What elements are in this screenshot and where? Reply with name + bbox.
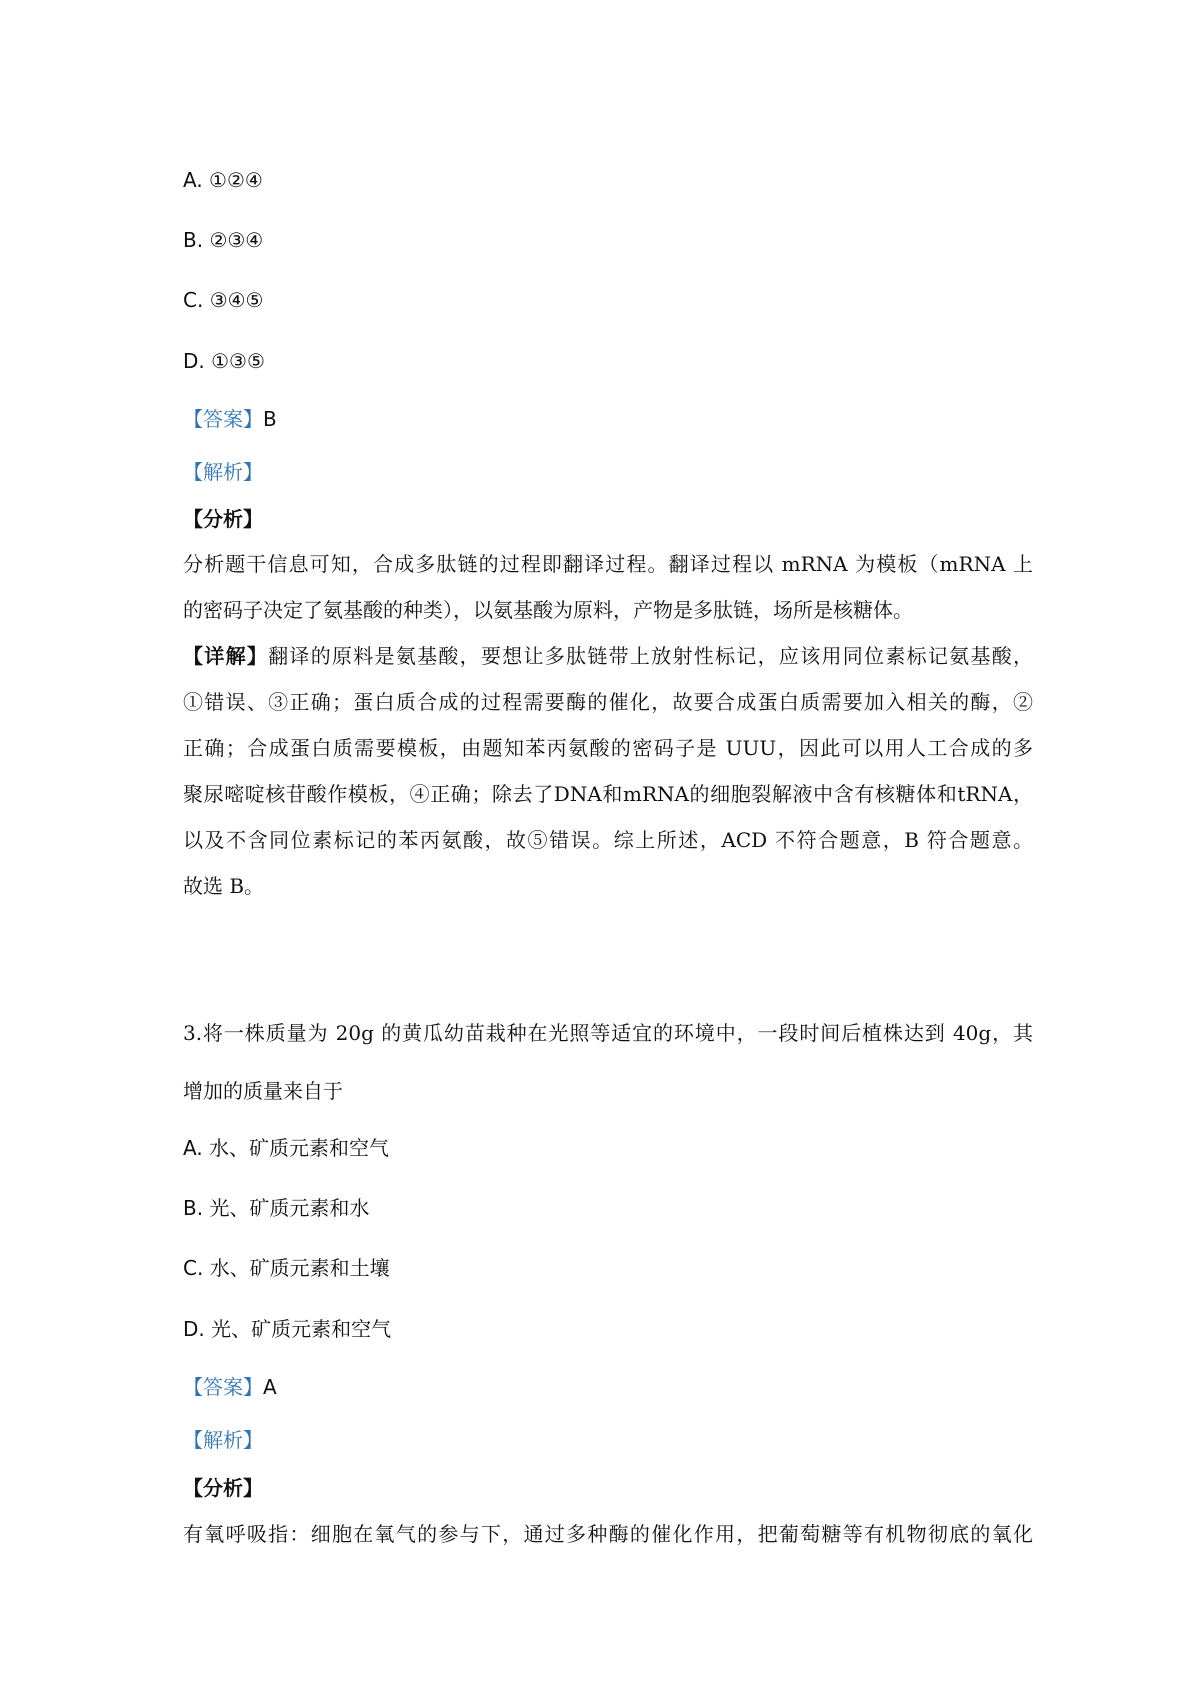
answer-value: B: [263, 407, 277, 431]
q3-answer: [183, 1373, 277, 1401]
q2-fenxi-line-2: 的密码子决定了氨基酸的种类），以氨基酸为原料，产物是多肽链，场所是核糖体。: [183, 598, 913, 622]
q2-option-d: [183, 347, 265, 375]
q3-option-b: [183, 1194, 369, 1222]
option-label: A.: [183, 168, 210, 192]
q2-option-c: [183, 286, 263, 314]
option-text: ①③⑤: [211, 349, 265, 373]
xiangjie-tag: 【详解】: [183, 644, 269, 668]
option-text: 光、矿质元素和水: [209, 1196, 370, 1220]
q2-xiangjie-line-5: 以及不含同位素标记的苯丙氨酸，故⑤错误。综上所述，ACD 不符合题意，B 符合题意。: [183, 828, 1033, 852]
answer-tag: 【答案】: [183, 1375, 263, 1399]
q3-fenxi-line-1: 有氧呼吸指：细胞在氧气的参与下，通过多种酶的催化作用，把葡萄糖等有机物彻底的氧化: [183, 1522, 1033, 1546]
option-text: ③④⑤: [209, 288, 264, 312]
option-text: ②③④: [209, 228, 264, 252]
q2-xiangjie-line-3: 正确；合成蛋白质需要模板，由题知苯丙氨酸的密码子是 UUU，因此可以用人工合成的多: [183, 736, 1033, 760]
q3-jiexi-tag: 【解析】: [183, 1428, 263, 1452]
q2-option-b: [183, 226, 263, 254]
q2-jiexi-tag: 【解析】: [183, 460, 263, 484]
q3-stem-line-1: 3.将一株质量为 20g 的黄瓜幼苗栽种在光照等适宜的环境中，一段时间后植株达到 40g，其: [183, 1021, 1033, 1045]
q2-option-a: [183, 166, 263, 194]
q3-option-c: [183, 1254, 390, 1282]
option-label: D.: [183, 349, 212, 373]
option-label: D.: [183, 1317, 212, 1341]
option-text: 光、矿质元素和空气: [211, 1317, 392, 1341]
option-label: C.: [183, 1256, 210, 1280]
q3-fenxi-tag: 【分析】: [183, 1476, 263, 1500]
q2-fenxi-line-1: 分析题干信息可知，合成多肽链的过程即翻译过程。翻译过程以 mRNA 为模板（mRNA 上: [183, 552, 1033, 576]
option-label: B.: [183, 228, 210, 252]
q2-xiangjie-line-4: 聚尿嘧啶核苷酸作模板，④正确；除去了DNA和mRNA的细胞裂解液中含有核糖体和tRNA，: [183, 782, 1033, 806]
option-text: 水、矿质元素和土壤: [209, 1256, 390, 1280]
q2-xiangjie-line-1: [183, 642, 1033, 670]
option-text: 水、矿质元素和空气: [209, 1136, 390, 1160]
answer-value: A: [263, 1375, 277, 1399]
q2-xiangjie-line-2: ①错误、③正确；蛋白质合成的过程需要酶的催化，故要合成蛋白质需要加入相关的酶，②: [183, 690, 1033, 714]
q2-answer: [183, 405, 277, 433]
xiangjie-text: 翻译的原料是氨基酸，要想让多肽链带上放射性标记，应该用同位素标记氨基酸，: [268, 644, 1034, 668]
q2-xiangjie-line-6: 故选 B。: [183, 874, 265, 898]
q3-stem-line-2: 增加的质量来自于: [183, 1079, 343, 1103]
option-label: A.: [183, 1136, 210, 1160]
option-label: C.: [183, 288, 210, 312]
answer-tag: 【答案】: [183, 407, 263, 431]
option-text: ①②④: [209, 168, 263, 192]
option-label: B.: [183, 1196, 210, 1220]
q3-option-d: [183, 1315, 391, 1343]
q3-option-a: [183, 1134, 389, 1162]
q2-fenxi-tag: 【分析】: [183, 507, 263, 531]
